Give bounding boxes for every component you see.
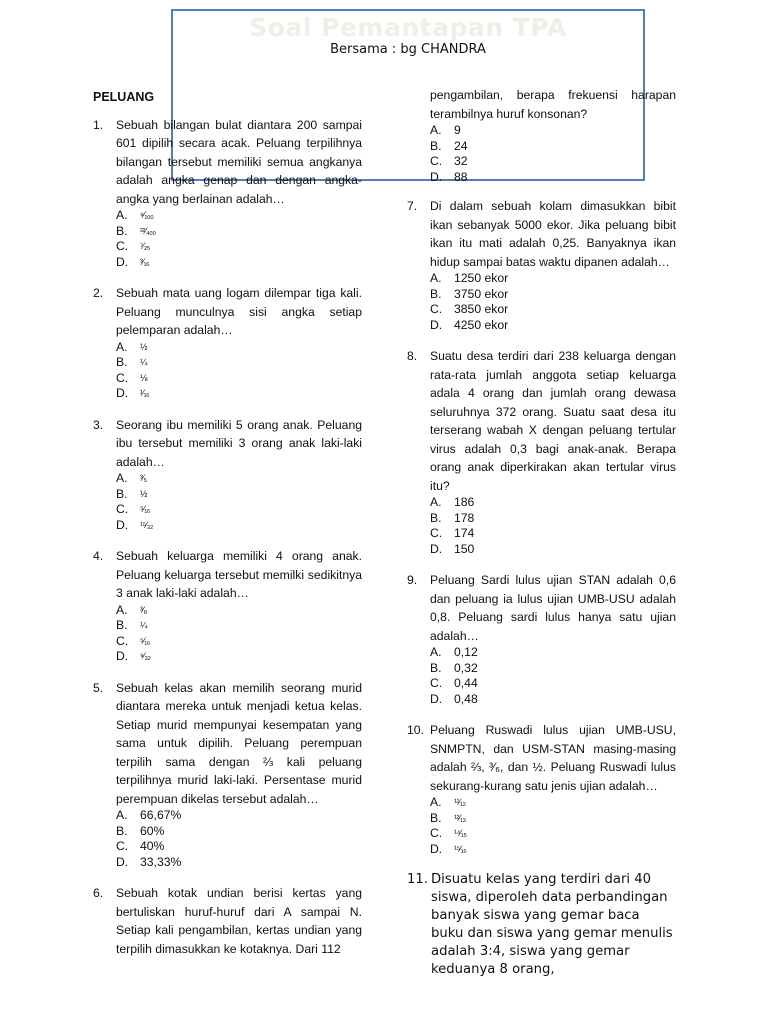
question-number: 2. [93, 286, 104, 300]
option-d: D. 4250 ekor [430, 317, 509, 332]
question-number: 6. [93, 886, 104, 900]
option-b: B. 24 [430, 138, 468, 153]
option-b: B. ¼ [116, 618, 148, 632]
option-d: D. 0,48 [430, 691, 478, 706]
page-title: Soal Pemantapan TPA [249, 13, 567, 42]
option-a: A. 186 [430, 495, 475, 509]
question-number: 9. [407, 573, 418, 587]
question-number: 4. [93, 549, 104, 563]
option-d: D. ¹⁵⁄₃₂ [116, 517, 153, 532]
question-number: 11. [407, 872, 428, 887]
option-c: C. ¹⁴⁄₁₅ [430, 826, 467, 840]
option-a: A. ¹¹⁄₁₂ [430, 795, 466, 809]
option-c: C. 40% [116, 839, 165, 853]
section-title: PELUANG [93, 90, 155, 104]
question-1 [93, 116, 362, 271]
question-6-continued [407, 86, 676, 185]
option-b: B. 3750 ekor [430, 286, 509, 301]
question-8 [407, 347, 676, 557]
option-a: A. ³⁄₅ [116, 471, 147, 485]
question-text: Sebuah mata uang logam dilempar tiga kali. Peluang munculnya sisi angka setiap pelemparan adalah… [116, 286, 362, 337]
option-b: B. ¼ [116, 355, 148, 369]
option-d: D. ¹⁵⁄₁₆ [430, 841, 467, 856]
option-c: C. 3850 ekor [430, 302, 509, 316]
question-number: 10. [407, 723, 424, 737]
option-b: B. ½ [116, 486, 148, 501]
left-column [93, 86, 362, 972]
page-subtitle: Bersama : bg CHANDRA [330, 42, 486, 57]
option-b: B. 60% [116, 823, 165, 838]
option-a: A. ³⁄₈ [116, 602, 147, 617]
question-text: Peluang Ruswadi lulus ujian UMB-USU, SNMPTN, dan USM-STAN masing-masing adalah ⅔, ³⁄₆, dan ½. Peluang Ruswadi lulus sekurang-kurang satu jenis ujian adalah… [430, 723, 676, 793]
question-text: pengambilan, berapa frekuensi harapan terambilnya huruf konsonan? [430, 88, 676, 121]
option-a: A. 0,12 [430, 645, 478, 659]
option-d: D. ⁹⁄₃₂ [116, 649, 151, 663]
option-b: B. ¹²⁄₁₃ [430, 810, 466, 825]
question-text: Sebuah bilangan bulat diantara 200 sampai 601 dipilih secara acak. Peluang terpilihnya bilangan tersebut memiliki semua angkanya adalah angka genap dan dengan angka-angka yang berlainan adalah… [116, 117, 362, 206]
option-a: A. ½ [116, 339, 148, 354]
option-d: D. 33,33% [116, 854, 182, 869]
option-d: D. ¹⁄₁₆ [116, 386, 150, 400]
option-c: C. 174 [430, 526, 475, 540]
question-5 [93, 679, 362, 871]
option-a: A. 9 [430, 123, 461, 137]
right-column [407, 86, 676, 993]
question-number: 3. [93, 417, 104, 432]
question-text: Seorang ibu memiliki 5 orang anak. Peluang ibu tersebut memiliki 3 orang anak laki-laki adalah… [116, 417, 362, 469]
option-d: D. ³⁄₁₆ [116, 254, 150, 269]
option-c: C. ⅛ [116, 370, 148, 385]
question-11 [407, 871, 676, 979]
question-number: 8. [407, 349, 418, 363]
option-d: D. 150 [430, 541, 475, 556]
question-text: Sebuah keluarga memiliki 4 orang anak. Peluang keluarga tersebut memilki sedikitnya 3 anak laki-laki adalah… [116, 549, 362, 600]
question-number: 1. [93, 117, 104, 132]
option-a: A. 1250 ekor [430, 271, 509, 285]
question-10 [407, 721, 676, 857]
question-text: Suatu desa terdiri dari 238 keluarga dengan rata-rata jumlah anggota setiap keluarga adala 4 orang dan jumlah orang dewasa seluruhnya 372 orang. Suatu saat desa itu terserang wabah X dengan peluang tertular virus adalah 0,3 bagi anak-anak. Berapa orang anak diperkirakan akan tertular virus itu? [430, 349, 676, 493]
option-c: C. 0,44 [430, 676, 478, 690]
option-c: C. ⁷⁄₂₅ [116, 239, 150, 253]
option-c: C. ⁵⁄₁₆ [116, 502, 150, 516]
question-6 [93, 884, 362, 958]
question-4 [93, 547, 362, 665]
question-3 [93, 416, 362, 534]
question-7 [407, 197, 676, 333]
question-text: Di dalam sebuah kolam dimasukkan bibit ikan sebanyak 5000 ekor. Jika peluang bibit ikan itu mati adalah 0,25. Banyaknya ikan hidup sampai batas waktu dipanen adalah… [430, 199, 676, 269]
question-text: Sebuah kotak undian berisi kertas yang bertuliskan huruf-huruf dari A sampai N. Setiap kali pengambilan, kertas undian yang terpilih dimasukkan ke kotaknya. Dari 112 [116, 886, 362, 956]
option-b: B. 0,32 [430, 660, 478, 675]
option-d: D. 88 [430, 169, 468, 184]
question-9 [407, 571, 676, 707]
option-b: B. ²²⁄₄₀₀ [116, 223, 156, 238]
question-number: 5. [93, 680, 104, 695]
option-b: B. 178 [430, 510, 475, 525]
question-text: Disuatu kelas yang terdiri dari 40 siswa, diperoleh data perbandingan banyak siswa yang gemar baca buku dan siswa yang gemar menulis adalah 3:4, siswa yang gemar keduanya 8 orang, [431, 872, 673, 977]
option-a: A. 66,67% [116, 808, 182, 822]
option-c: C. ⁵⁄₁₆ [116, 633, 150, 648]
question-text: Sebuah kelas akan memilih seorang murid diantara mereka untuk menjadi ketua kelas. Setiap murid mempunyai kesempatan yang sama untuk dipilih. Peluang perempuan terpilih sama dengan ⅔ kali peluang terpilihnya murid laki-laki. Persentase murid perempuan dikelas tersebut adalah… [116, 680, 362, 806]
option-c: C. 32 [430, 154, 468, 168]
option-a: A. ⁹⁄₁₀₀ [116, 208, 154, 222]
question-number: 7. [407, 199, 418, 213]
question-2 [93, 284, 362, 402]
question-text: Peluang Sardi lulus ujian STAN adalah 0,6 dan peluang ia lulus ujian UMB-USU adalah 0,8. Peluang sardi lulus hanya satu ujian adalah… [430, 573, 676, 643]
